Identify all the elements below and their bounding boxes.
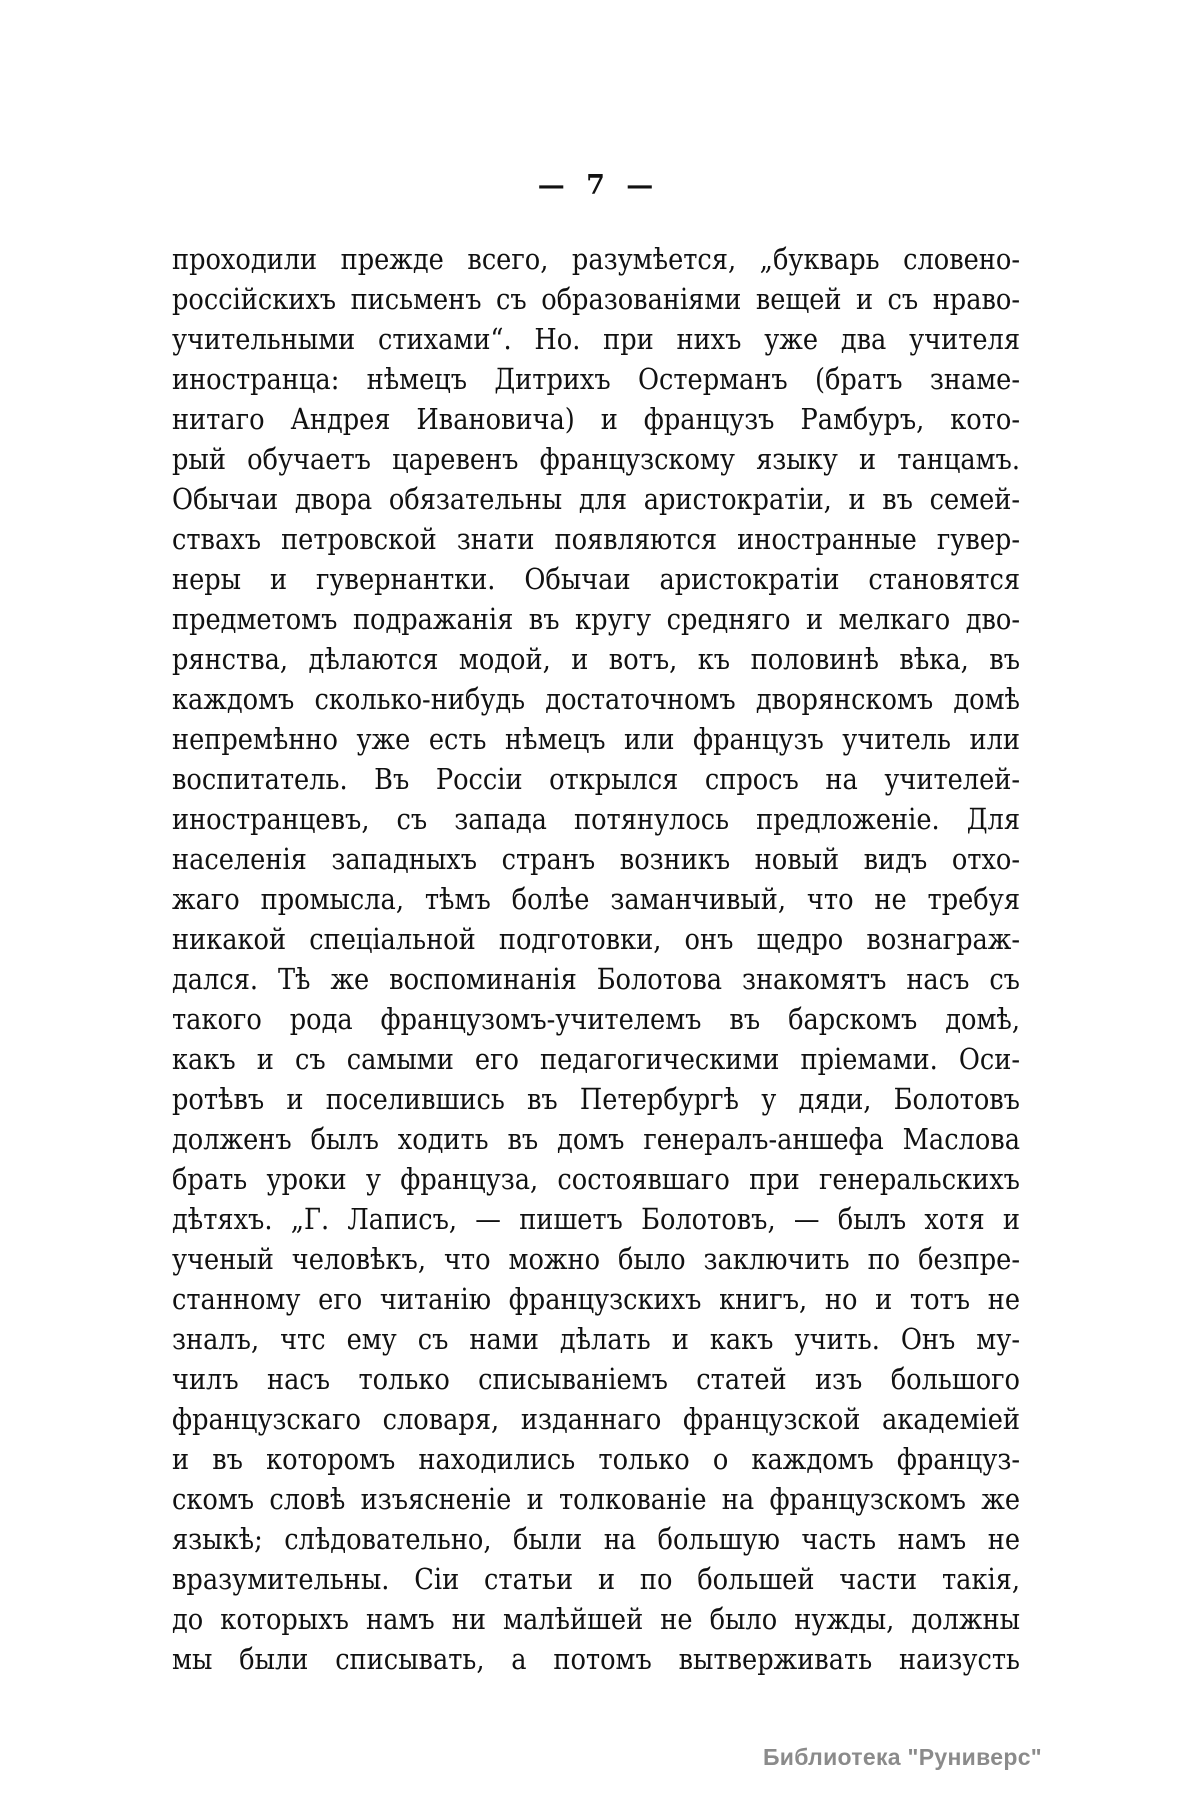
text-line: Обычаи двора обязательны для аристократіи, и въ семей- (172, 483, 1020, 516)
text-line: языкѣ; слѣдовательно, были на большую часть намъ не (172, 1523, 1020, 1556)
text-line: ствахъ петровской знати появляются иностранные гувер- (172, 523, 1020, 556)
text-line: такого рода французомъ-учителемъ въ барскомъ домѣ, (172, 1003, 1020, 1036)
text-line: каждомъ сколько-нибудь достаточномъ дворянскомъ домѣ (172, 683, 1020, 716)
text-line: ротѣвъ и поселившись въ Петербургѣ у дяди, Болотовъ (172, 1083, 1020, 1116)
text-line: жаго промысла, тѣмъ болѣе заманчивый, что не требуя (172, 883, 1020, 916)
text-line: чилъ насъ только списываніемъ статей изъ большого (172, 1363, 1020, 1396)
text-line: и въ которомъ находились только о каждомъ француз- (172, 1443, 1020, 1476)
text-line: воспитатель. Въ Россіи открылся спросъ на учителей- (172, 763, 1020, 796)
text-line: предметомъ подражанія въ кругу средняго и мелкаго дво- (172, 603, 1020, 636)
text-line: ученый человѣкъ, что можно было заключить по безпре- (172, 1243, 1020, 1276)
text-line: дѣтяхъ. „Г. Лаписъ, — пишетъ Болотовъ, — былъ хотя и (172, 1203, 1020, 1236)
text-line: россійскихъ письменъ съ образованіями вещей и съ нраво- (172, 283, 1020, 316)
text-line: никакой спеціальной подготовки, онъ щедро вознаграж- (172, 923, 1020, 956)
text-line: проходили прежде всего, разумѣется, „букварь словено- (172, 243, 1020, 276)
text-line: рый обучаетъ царевенъ французскому языку и танцамъ. (172, 443, 1020, 476)
text-line: рянства, дѣлаются модой, и вотъ, къ половинѣ вѣка, въ (172, 643, 1020, 676)
page-text-block (172, 240, 1020, 1680)
text-line: иностранца: нѣмецъ Дитрихъ Остерманъ (братъ знаме- (172, 363, 1020, 396)
text-line: скомъ словѣ изъясненіе и толкованіе на французскомъ же (172, 1483, 1020, 1516)
text-line: зналъ, чтс ему съ нами дѣлать и какъ учить. Онъ му- (172, 1323, 1020, 1356)
text-line: французскаго словаря, изданнаго французской академіей (172, 1403, 1020, 1436)
text-line: непремѣнно уже есть нѣмецъ или французъ учитель или (172, 723, 1020, 756)
text-line: брать уроки у француза, состоявшаго при генеральскихъ (172, 1163, 1020, 1196)
text-line: неры и гувернантки. Обычаи аристократіи становятся (172, 563, 1020, 596)
text-line: населенія западныхъ странъ возникъ новый видъ отхо- (172, 843, 1020, 876)
text-line: какъ и съ самыми его педагогическими пріемами. Оси- (172, 1043, 1020, 1076)
text-line: мы были списывать, а потомъ вытверживать наизусть (172, 1643, 1020, 1676)
library-watermark: Библиотека "Руниверс" (762, 1744, 1042, 1770)
page-number: — 7 — (537, 170, 655, 201)
text-line: иностранцевъ, съ запада потянулось предложеніе. Для (172, 803, 1020, 836)
text-line: долженъ былъ ходить въ домъ генералъ-аншефа Маслова (172, 1123, 1020, 1156)
text-line: дался. Тѣ же воспоминанія Болотова знакомятъ насъ съ (172, 963, 1020, 996)
text-line: нитаго Андрея Ивановича) и французъ Рамбуръ, кото- (172, 403, 1020, 436)
text-line: станному его читанію французскихъ книгъ, но и тотъ не (172, 1283, 1020, 1316)
text-line: до которыхъ намъ ни малѣйшей не было нужды, должны (172, 1603, 1020, 1636)
text-line: учительными стихами“. Но. при нихъ уже два учителя (172, 323, 1020, 356)
text-line: вразумительны. Сіи статьи и по большей части такія, (172, 1563, 1020, 1596)
